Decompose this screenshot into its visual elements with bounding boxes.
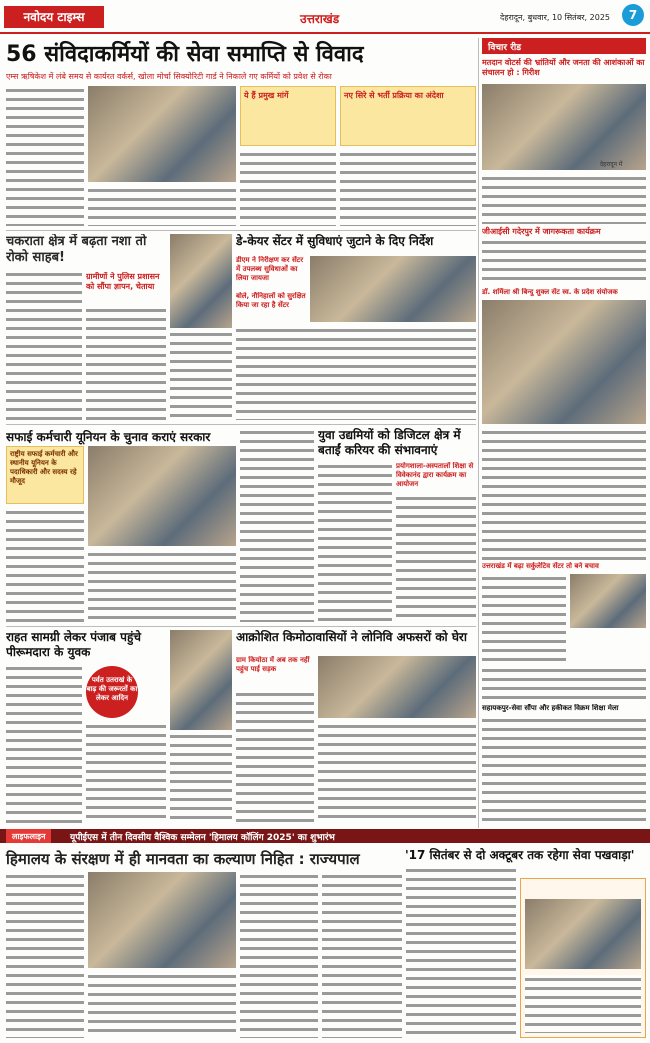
kimotha-text-col1 [236,690,314,824]
seva-text [406,866,516,1038]
lead-text-col2 [88,186,236,226]
lead-text-col4 [340,150,476,226]
masthead [0,0,650,34]
relief-text-col3 [170,732,232,824]
governor-text-col2 [88,972,236,1038]
sweepers-box: राष्ट्रीय सफाई कर्मचारी और स्थानीय यूनियन के पदाधिकारी और सदस्य रहे मौजूद [6,446,84,504]
daycare-photo [310,256,476,322]
sidebar-text-2 [482,238,646,286]
sidebar-subhead: जीआईसी गदेरपुर में जागरूकता कार्यक्रम [482,227,601,236]
drugs-photo [170,234,232,328]
relief-headline: राहत सामग्री लेकर पंजाब पहुंचे पीरूमदारा के युवक [6,630,141,659]
kimotha-photo [318,656,476,718]
lead-text-col1 [6,86,84,226]
sidebar-group-photo [482,300,646,424]
daycare-headline: डे-केयर सेंटर में सुविधाएं जुटाने के दिए निर्देश [236,234,434,248]
sidebar-text-5 [482,666,646,702]
daycare-bullet-1: डीएम ने निरीक्षण कर सेंटर में उपलब्ध सुविधाओं का लिया जायजा [236,256,304,282]
lead-photo-protest [88,86,236,182]
relief-photo [170,630,232,730]
row-divider-2 [6,424,476,425]
sidebar-header: विचार रीड [482,38,646,54]
news-strip [0,829,650,843]
kimotha-headline: आक्रोशित किमोठावासियों ने लोनिवि अफसरों को घेरा [236,630,467,644]
section-title: उत्तराखंड [300,12,340,26]
sidebar-photo [482,84,646,170]
row-divider [6,230,476,231]
governor-text-col3 [240,872,318,1038]
row-divider-3 [6,626,476,627]
daycare-text [236,326,476,420]
page-number: 7 [622,4,644,26]
strip-tag: लाइफलाइन [6,829,51,843]
lead-headline: 56 संविदाकर्मियों की सेवा समाप्ति से विवाद [6,42,364,67]
sweepers-photo [88,446,236,546]
daycare-bullet-2: बोले, नौनिहालों को सुरक्षित किया जा रहा है सेंटर [236,292,306,309]
youth-text-col1 [318,462,392,622]
drugs-headline: चकराता क्षेत्र में बढ़ता नशा तो रोको साहब! [6,234,147,265]
relief-badge: पर्वत उतराखं के बाढ़ की जरूरतों का लेकर आदिन [86,666,138,718]
sidebar-text [482,174,646,224]
sidebar-text-3 [482,428,646,560]
lead-text-col3 [240,150,336,226]
demands-box [240,86,336,146]
column-divider [478,38,479,828]
sidebar-subhead-2: डॉ. शर्मिला श्री बिन्दु शुक्ल सेंट स्व. के प्रदेश संयोजक [482,288,618,296]
sidebar-subhead-4: सहायकपुर-सेवा सौंपा और हकीकत विक्रम शिक्षा मेला [482,704,619,712]
recruitment-title: नए सिरे से भर्ती प्रक्रिया का अंदेशा [344,91,444,100]
youth-text-col2 [396,494,476,622]
sweepers-text-col2 [88,550,236,622]
sweepers-text-col3 [240,428,314,622]
drugs-text-col1 [6,270,82,420]
lead-subheadline: एम्स ऋषिकेश में लंबे समय से कार्यरत वर्कर्स, खोला मोर्चा सिक्योरिटी गार्ड ने निकाले गए कर्मियों को प्रवेश से रोका [6,72,332,81]
sidebar-photo-caption: देहरादून में [600,161,623,168]
sidebar-portrait [570,574,646,628]
kimotha-text-col2 [318,722,476,824]
advertisement [520,878,646,1038]
governor-photo [88,872,236,968]
youth-headline: युवा उद्यमियों को डिजिटल क्षेत्र में बताईं करियर की संभावनाएं [318,428,461,457]
strip-text: यूपीईएस में तीन दिवसीय वैश्विक सम्मेलन 'हिमालय कॉलिंग 2025' का शुभारंभ [70,833,335,843]
sidebar-text-6 [482,716,646,824]
sidebar-text-4 [482,574,566,664]
ad-photo [525,899,641,969]
drugs-bullet: ग्रामीणों ने पुलिस प्रशासन को सौंपा ज्ञापन, चेताया [86,272,160,291]
relief-text-col2 [86,722,166,824]
recruitment-box [340,86,476,146]
kimotha-bullet: ग्राम कियोठा में अब तक नहीं पहुंच पाई सड़क [236,656,310,673]
drugs-text-col2 [86,306,166,420]
sweepers-text-col1 [6,508,84,622]
seva-headline: '17 सितंबर से दो अक्टूबर तक रहेगा सेवा पखवाड़ा' [405,848,635,862]
sidebar-subhead-3: उत्तराखंड में बढ़ा सर्कुलेटिव सेंटर तो बने बचाव [482,562,599,570]
drugs-text-col3 [170,330,232,420]
governor-text-col1 [6,872,84,1038]
relief-text-col1 [6,664,82,824]
newspaper-logo: नवोदय टाइम्स [4,6,104,28]
demands-title: ये हैं प्रमुख मांगें [244,91,289,100]
governor-text-col4 [322,872,402,1038]
sidebar-title: मतदान वोटर्स की भ्रांतियों और जनता की आशंकाओं का संचालन हो : गिरीश [482,58,645,77]
governor-headline: हिमालय के संरक्षण में ही मानवता का कल्याण निहित : राज्यपाल [6,850,360,868]
sweepers-headline: सफाई कर्मचारी यूनियन के चुनाव कराएं सरकार [6,430,211,444]
edition-date: देहरादून, बुधवार, 10 सितंबर, 2025 [499,13,610,22]
youth-bullet: प्रयोगशाला-अस्पतालों शिक्षा से विवेकानंद द्वारा कार्यक्रम का आयोजन [396,462,474,488]
ad-text [525,975,641,1033]
